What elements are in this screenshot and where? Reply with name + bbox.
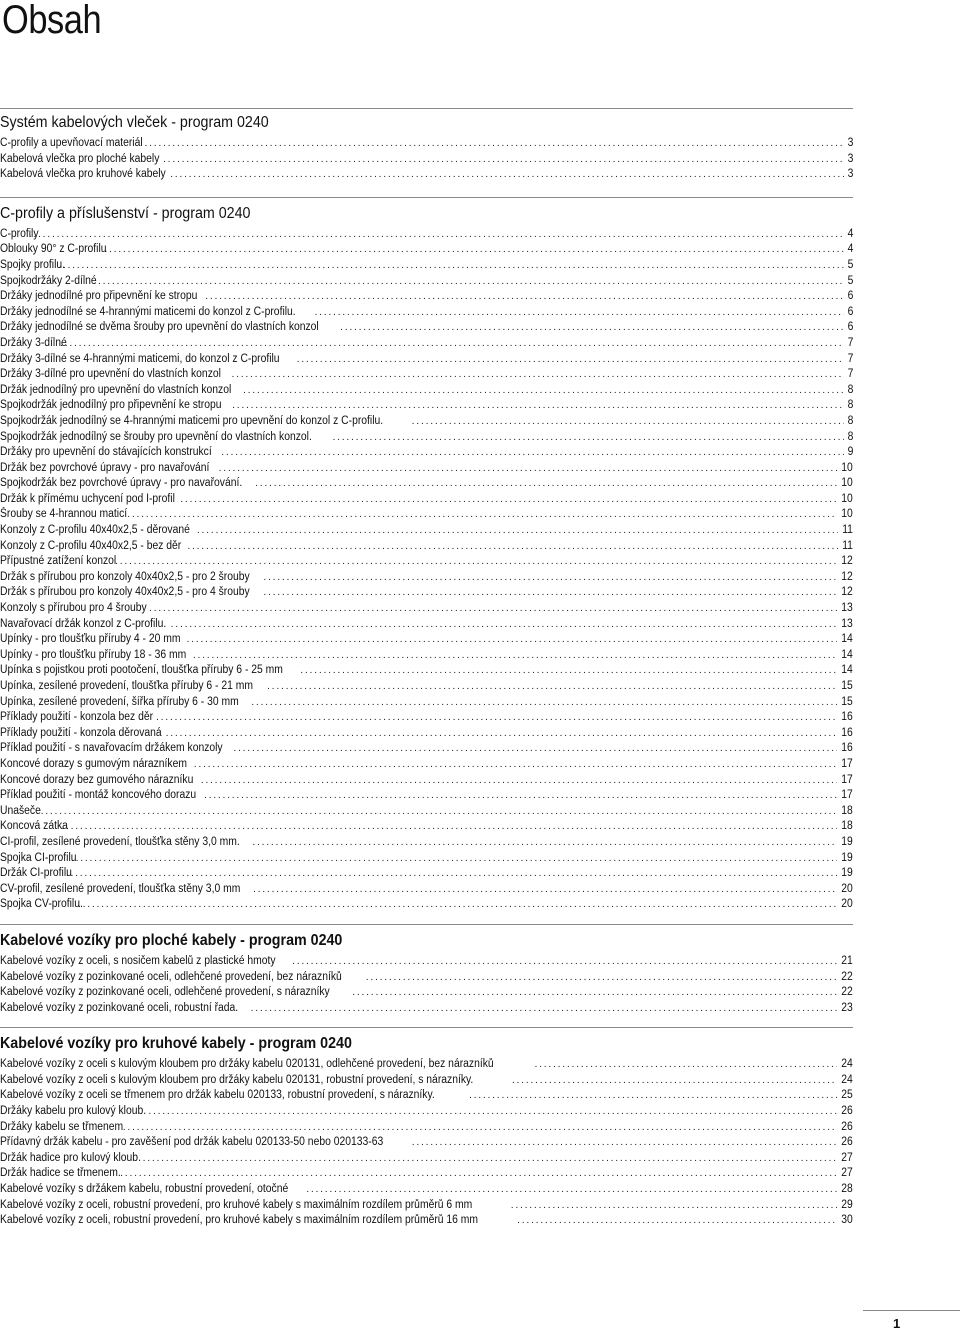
- toc-entry-page: 26: [841, 1105, 853, 1118]
- toc-entry[interactable]: [0, 367, 853, 383]
- toc-entry[interactable]: [0, 1104, 853, 1120]
- toc-entry[interactable]: [0, 570, 853, 586]
- dot-leader: [251, 695, 837, 711]
- dot-leader: [71, 851, 837, 867]
- toc-entry-label: Spojkodržáky 2-dílné: [0, 274, 97, 287]
- toc-entry[interactable]: [0, 897, 853, 913]
- toc-entry[interactable]: [0, 539, 853, 555]
- toc-entry-label: Kabelové vozíky z oceli se třmenem pro držák kabelu 020133, robustní provedení, s nárazníky.: [0, 1089, 435, 1102]
- page-number: 1: [893, 1316, 901, 1331]
- toc-entry[interactable]: [0, 1057, 853, 1073]
- dot-leader: [314, 305, 843, 321]
- toc-entry-page: 17: [841, 773, 853, 786]
- toc-entry[interactable]: [0, 352, 853, 368]
- toc-entry-page: 8: [847, 383, 853, 396]
- toc-entry-label: Konzoly z C-profilu 40x40x2,5 - děrované: [0, 524, 190, 537]
- toc-entry-page: 15: [841, 680, 853, 692]
- toc-entry[interactable]: [0, 1213, 853, 1229]
- toc-entry-page: 27: [841, 1151, 853, 1164]
- toc-entry[interactable]: [0, 788, 853, 804]
- dot-leader: [366, 970, 838, 986]
- toc-entry-label: Držák jednodílný pro upevnění do vlastních konzol: [0, 383, 232, 396]
- toc-entry[interactable]: [0, 1073, 853, 1089]
- toc-entry-page: 19: [841, 851, 853, 864]
- dot-leader: [193, 648, 837, 664]
- toc-entry-page: 30: [841, 1214, 853, 1227]
- toc-entry[interactable]: [0, 1120, 853, 1136]
- toc-entry-label: Koncové dorazy s gumovým nárazníkem: [0, 757, 187, 770]
- dot-leader: [29, 227, 844, 243]
- toc-entry[interactable]: [0, 461, 853, 477]
- dot-leader: [219, 461, 838, 477]
- dot-leader: [31, 804, 837, 820]
- toc-entry[interactable]: [0, 476, 853, 492]
- toc-entry-label: CV-profil, zesílené provedení, tloušťka stěny 3,0 mm: [0, 882, 241, 895]
- toc-entry-page: 25: [841, 1089, 853, 1102]
- toc-entry-page: 3: [847, 168, 853, 181]
- toc-entry[interactable]: [0, 554, 853, 570]
- toc-entry[interactable]: [0, 289, 853, 305]
- toc-entry[interactable]: [0, 1135, 853, 1151]
- toc-entry-label: Spojka CV-profilu.: [0, 898, 83, 911]
- toc-entry-label: Kabelové vozíky s držákem kabelu, robustní provedení, otočné: [0, 1183, 289, 1196]
- toc-entry-page: 12: [841, 570, 853, 583]
- toc-entry[interactable]: [0, 1182, 853, 1198]
- dot-leader: [148, 1104, 837, 1120]
- dot-leader: [104, 242, 843, 258]
- dot-leader: [170, 167, 844, 183]
- toc-entry-page: 7: [847, 368, 853, 381]
- dot-leader: [127, 507, 837, 523]
- toc-entry-label: Kabelové vozíky z oceli, s nosičem kabelů z plastické hmoty: [0, 954, 276, 967]
- toc-entry-page: 15: [841, 695, 853, 708]
- toc-entry[interactable]: [0, 601, 853, 617]
- toc-entry[interactable]: [0, 305, 853, 321]
- dot-leader: [60, 336, 844, 352]
- dot-leader: [243, 383, 844, 399]
- toc-entry-label: Kabelové vozíky z pozinkované oceli, robustní řada.: [0, 1001, 239, 1014]
- toc-entry-label: Spojkodržák bez povrchové úpravy - pro navařování.: [0, 477, 243, 490]
- toc-entry-label: Šrouby se 4-hrannou maticí: [0, 508, 128, 521]
- toc-entry-label: Kabelové vozíky z oceli, robustní provedení, pro kruhové kabely s maximálním rozdílem průměrů 16 mm: [0, 1214, 479, 1227]
- toc-entry-label: CI-profil, zesílené provedení, tloušťka stěny 3,0 mm.: [0, 835, 240, 848]
- toc-entry-page: 14: [841, 648, 853, 661]
- toc-entry-page: 6: [847, 290, 853, 303]
- toc-entry[interactable]: [0, 242, 853, 258]
- toc-entry-label: Kabelové vozíky z pozinkované oceli, odlehčené provedení, s nárazníky: [0, 986, 330, 999]
- dot-leader: [221, 445, 843, 461]
- toc-entry[interactable]: [0, 1088, 853, 1104]
- toc-entry-label: Upínka, zesílené provedení, tloušťka příruby 6 - 21 mm: [0, 680, 253, 692]
- dot-leader: [512, 1073, 837, 1089]
- toc-entry-label: Držáky kabelu pro kulový kloub.: [0, 1105, 147, 1118]
- dot-leader: [292, 954, 837, 970]
- toc-entry-label: Držáky jednodílné se 4-hrannými maticemi do konzol z C-profilu.: [0, 305, 296, 318]
- toc-entry-page: 10: [841, 492, 853, 505]
- toc-entry-label: Kabelové vozíky z oceli s kulovým kloubem pro držáky kabelu 020131, odlehčené provedení, bez nárazníků: [0, 1058, 494, 1071]
- dot-leader: [58, 258, 843, 274]
- toc-entry-page: 29: [841, 1198, 853, 1211]
- toc-entry[interactable]: [0, 523, 853, 539]
- toc-entry-label: Držáky 3-dílné: [0, 336, 67, 349]
- toc-entry-page: 16: [841, 726, 853, 739]
- dot-leader: [186, 632, 837, 648]
- dot-leader: [511, 1198, 838, 1214]
- dot-leader: [252, 835, 837, 851]
- toc-entry-label: Držák s přírubou pro konzoly 40x40x2,5 - pro 4 šrouby: [0, 586, 250, 599]
- toc-section: [0, 197, 853, 913]
- toc-entry-page: 7: [847, 336, 853, 349]
- toc-entry-label: Upínka, zesílené provedení, šířka příruby 6 - 30 mm: [0, 695, 239, 708]
- section-title: C-profily a příslušenství - program 0240: [0, 204, 251, 222]
- toc-entry[interactable]: [0, 851, 853, 867]
- toc-entry-page: 6: [847, 321, 853, 334]
- toc-entry-page: 10: [841, 477, 853, 490]
- dot-leader: [144, 136, 843, 152]
- toc-entry-label: Držáky 3-dílné se 4-hrannými maticemi, do konzol z C-profilu: [0, 352, 280, 365]
- toc-entry-page: 11: [842, 524, 853, 537]
- toc-entry-label: C-profily a upevňovací materiál: [0, 137, 143, 149]
- toc-entry[interactable]: [0, 617, 853, 633]
- toc-entry-label: Oblouky 90° z C-profilu: [0, 243, 107, 256]
- toc-entry-page: 18: [841, 804, 853, 817]
- dot-leader: [166, 726, 838, 742]
- dot-leader: [180, 492, 837, 508]
- toc-entry[interactable]: [0, 383, 853, 399]
- toc-entry[interactable]: [0, 507, 853, 523]
- toc-entry-page: 26: [841, 1136, 853, 1149]
- toc-entry-label: Upínky - pro tloušťku příruby 4 - 20 mm: [0, 633, 181, 646]
- toc-entry-label: Držáky 3-dílné pro upevnění do vlastních konzol: [0, 368, 221, 381]
- toc-entry-page: 8: [847, 399, 853, 412]
- toc-entry[interactable]: [0, 726, 853, 742]
- toc-entry[interactable]: [0, 648, 853, 664]
- toc-entry-label: Unašeče: [0, 804, 41, 817]
- dot-leader: [187, 539, 838, 555]
- toc-entry[interactable]: [0, 336, 853, 352]
- toc-entry[interactable]: [0, 258, 853, 274]
- toc-entry-page: 24: [841, 1073, 853, 1086]
- dot-leader: [156, 710, 837, 726]
- toc-entry[interactable]: [0, 819, 853, 835]
- toc-entry-page: 27: [841, 1167, 853, 1180]
- toc-entry-page: 22: [841, 986, 853, 999]
- toc-entry-label: Přídavný držák kabelu - pro zavěšení pod držák kabelu 020133-50 nebo 020133-63: [0, 1136, 384, 1149]
- dot-leader: [517, 1213, 837, 1229]
- dot-leader: [120, 1166, 837, 1182]
- toc-entry-page: 23: [841, 1001, 853, 1014]
- toc-entry[interactable]: [0, 970, 853, 986]
- toc-entry[interactable]: [0, 430, 853, 446]
- dot-leader: [231, 367, 843, 383]
- section-title: Kabelové vozíky pro kruhové kabely - program 0240: [0, 1035, 352, 1053]
- toc-entry-label: Kabelové vozíky z oceli s kulovým kloubem pro držáky kabelu 020131, robustní provedení, s nárazníky.: [0, 1073, 474, 1086]
- toc-entry-page: 22: [841, 970, 853, 983]
- toc-entry[interactable]: [0, 1001, 853, 1017]
- dot-leader: [163, 152, 844, 168]
- toc-entry[interactable]: [0, 835, 853, 851]
- toc-entry[interactable]: [0, 1198, 853, 1214]
- dot-leader: [171, 617, 838, 633]
- toc-entry[interactable]: [0, 492, 853, 508]
- toc-entry-label: Kabelová vlečka pro kruhové kabely: [0, 168, 166, 181]
- toc-section: [0, 924, 853, 1016]
- toc-entry-label: Přípustné zatížení konzol: [0, 555, 117, 568]
- dot-leader: [352, 985, 837, 1001]
- toc-entry-label: Kabelové vozíky z oceli, robustní provedení, pro kruhové kabely s maximálním rozdílem průměrů 6 mm: [0, 1198, 473, 1211]
- dot-leader: [332, 430, 843, 446]
- toc-entry[interactable]: [0, 1151, 853, 1167]
- dot-leader: [204, 788, 837, 804]
- dot-leader: [232, 398, 844, 414]
- toc-entry-label: Držák hadice pro kulový kloub.: [0, 1151, 141, 1164]
- toc-entry-page: 12: [841, 586, 853, 599]
- toc-entry-page: 10: [841, 508, 853, 521]
- toc-entry-label: Koncová zátka: [0, 820, 68, 833]
- dot-leader: [233, 741, 837, 757]
- toc-entry-label: Upínky - pro tloušťku příruby 18 - 36 mm: [0, 648, 187, 661]
- dot-leader: [93, 274, 843, 290]
- toc-entry-page: 20: [841, 898, 853, 911]
- toc-entry-page: 8: [847, 430, 853, 443]
- toc-entry-list: [0, 227, 853, 913]
- toc-entry-page: 10: [841, 461, 853, 474]
- toc-entry-page: 13: [841, 617, 853, 630]
- toc-entry-label: Spojkodržák jednodílný pro připevnění ke stropu: [0, 399, 222, 412]
- toc-section: [0, 1027, 853, 1229]
- section-title: Systém kabelových vleček - program 0240: [0, 114, 269, 131]
- dot-leader: [61, 819, 837, 835]
- toc-entry-label: Navařovací držák konzol z C-profilu.: [0, 617, 167, 630]
- toc-entry-label: Spojkodržák jednodílný se 4-hrannými maticemi pro upevnění do konzol z C-profilu.: [0, 414, 384, 427]
- toc-entry-page: 19: [841, 867, 853, 880]
- dot-leader: [263, 570, 837, 586]
- toc-entry[interactable]: [0, 414, 853, 430]
- toc-entry-label: Držák bez povrchové úpravy - pro navařování: [0, 461, 210, 474]
- dot-leader: [253, 882, 837, 898]
- table-of-contents: [0, 108, 853, 1240]
- section-title: Kabelové vozíky pro ploché kabely - program 0240: [0, 931, 343, 949]
- toc-entry[interactable]: [0, 985, 853, 1001]
- toc-entry-label: C-profily: [0, 227, 39, 240]
- toc-entry[interactable]: [0, 663, 853, 679]
- toc-entry-label: Spojky profilu.: [0, 258, 66, 271]
- toc-entry-label: Držáky pro upevnění do stávajících konstrukcí: [0, 446, 212, 459]
- toc-entry-page: 14: [841, 633, 853, 646]
- toc-entry-label: Příklad použití - montáž koncového dorazu: [0, 789, 197, 802]
- toc-entry[interactable]: [0, 710, 853, 726]
- toc-entry[interactable]: [0, 757, 853, 773]
- toc-entry-label: Koncové dorazy bez gumového nárazníku: [0, 773, 194, 786]
- dot-leader: [300, 663, 837, 679]
- toc-entry[interactable]: [0, 954, 853, 970]
- toc-entry[interactable]: [0, 227, 853, 243]
- dot-leader: [78, 897, 837, 913]
- dot-leader: [143, 1151, 838, 1167]
- toc-entry[interactable]: [0, 804, 853, 820]
- toc-entry-label: Konzoly z C-profilu 40x40x2,5 - bez děr: [0, 539, 182, 552]
- toc-entry[interactable]: [0, 445, 853, 461]
- toc-entry-page: 9: [847, 446, 853, 459]
- toc-entry-label: Držáky jednodílné pro připevnění ke stropu: [0, 290, 198, 303]
- toc-entry-page: 6: [847, 305, 853, 318]
- dot-leader: [194, 757, 838, 773]
- toc-entry-page: 16: [841, 711, 853, 724]
- toc-entry-page: 8: [847, 414, 853, 427]
- toc-entry-label: Příklad použití - s navařovacím držákem konzoly: [0, 742, 223, 755]
- toc-entry-page: 20: [841, 882, 853, 895]
- toc-entry[interactable]: [0, 320, 853, 336]
- toc-entry[interactable]: [0, 585, 853, 601]
- dot-leader: [197, 523, 838, 539]
- dot-leader: [263, 585, 837, 601]
- toc-entry-label: Držáky kabelu se třmenem: [0, 1120, 124, 1133]
- toc-entry[interactable]: [0, 679, 853, 695]
- toc-entry-page: 5: [847, 258, 853, 271]
- toc-entry-page: 17: [841, 757, 853, 770]
- toc-entry-page: 13: [841, 602, 853, 615]
- dot-leader: [251, 1001, 838, 1017]
- toc-entry[interactable]: [0, 695, 853, 711]
- dot-leader: [306, 1182, 837, 1198]
- toc-entry-page: 18: [841, 820, 853, 833]
- toc-entry[interactable]: [0, 167, 853, 183]
- toc-entry-page: 28: [841, 1183, 853, 1196]
- toc-entry-list: [0, 954, 853, 1016]
- dot-leader: [297, 352, 844, 368]
- toc-entry-label: Držák k přímému uchycení pod I-profil: [0, 492, 175, 505]
- toc-entry-label: Spojka CI-profilu: [0, 851, 77, 864]
- toc-entry-page: 14: [841, 664, 853, 677]
- toc-entry-label: Držák s přírubou pro konzoly 40x40x2,5 - pro 2 šrouby: [0, 570, 250, 583]
- dot-leader: [205, 289, 843, 305]
- dot-leader: [469, 1088, 837, 1104]
- toc-entry-list: [0, 1057, 853, 1229]
- page-title: Obsah: [2, 0, 102, 42]
- toc-entry-list: [0, 136, 853, 183]
- toc-entry-label: Příklady použití - konzola bez děr: [0, 711, 154, 724]
- toc-entry-page: 17: [841, 789, 853, 802]
- toc-entry-page: 12: [841, 555, 853, 568]
- toc-entry[interactable]: [0, 773, 853, 789]
- toc-entry[interactable]: [0, 632, 853, 648]
- toc-entry-page: 4: [847, 227, 853, 240]
- toc-entry-page: 3: [847, 137, 853, 149]
- toc-entry[interactable]: [0, 136, 853, 152]
- toc-entry-label: Konzoly s přírubou pro 4 šrouby: [0, 602, 147, 615]
- toc-entry[interactable]: [0, 152, 853, 168]
- toc-entry[interactable]: [0, 1166, 853, 1182]
- toc-entry-label: Příklady použití - konzola děrovaná: [0, 726, 162, 739]
- dot-leader: [412, 1135, 837, 1151]
- toc-entry-page: 21: [841, 954, 853, 967]
- toc-entry-page: 7: [847, 352, 853, 365]
- toc-entry-label: Kabelové vozíky z pozinkované oceli, odlehčené provedení, bez nárazníků: [0, 970, 342, 983]
- toc-entry-page: 5: [847, 274, 853, 287]
- toc-entry-label: Spojkodržák jednodílný se šrouby pro upevnění do vlastních konzol.: [0, 430, 312, 443]
- toc-entry[interactable]: [0, 866, 853, 882]
- dot-leader: [267, 679, 837, 695]
- dot-leader: [66, 866, 837, 882]
- toc-entry-page: 24: [841, 1058, 853, 1071]
- toc-entry[interactable]: [0, 398, 853, 414]
- toc-entry-page: 11: [842, 539, 853, 552]
- toc-entry[interactable]: [0, 274, 853, 290]
- toc-entry-label: Držáky jednodílné se dvěma šrouby pro upevnění do vlastních konzol: [0, 321, 319, 334]
- dot-leader: [412, 414, 844, 430]
- toc-entry[interactable]: [0, 882, 853, 898]
- dot-leader: [115, 554, 837, 570]
- toc-entry-page: 16: [841, 742, 853, 755]
- dot-leader: [201, 773, 837, 789]
- toc-section: [0, 108, 853, 183]
- toc-entry-page: 19: [841, 835, 853, 848]
- toc-entry-page: 4: [847, 243, 853, 256]
- toc-entry[interactable]: [0, 741, 853, 757]
- toc-entry-label: Držák CI-profilu: [0, 867, 72, 880]
- dot-leader: [149, 601, 837, 617]
- toc-entry-page: 26: [841, 1120, 853, 1133]
- dot-leader: [340, 320, 843, 336]
- dot-leader: [255, 476, 837, 492]
- toc-entry-label: Držák hadice se třmenem.: [0, 1167, 121, 1180]
- toc-entry-page: 3: [847, 152, 853, 165]
- dot-leader: [123, 1120, 837, 1136]
- footer-divider: [863, 1310, 960, 1311]
- toc-entry-label: Upínka s pojistkou proti pootočení, tloušťka příruby 6 - 25 mm: [0, 664, 283, 677]
- dot-leader: [534, 1057, 837, 1073]
- toc-entry-label: Kabelová vlečka pro ploché kabely: [0, 152, 160, 165]
